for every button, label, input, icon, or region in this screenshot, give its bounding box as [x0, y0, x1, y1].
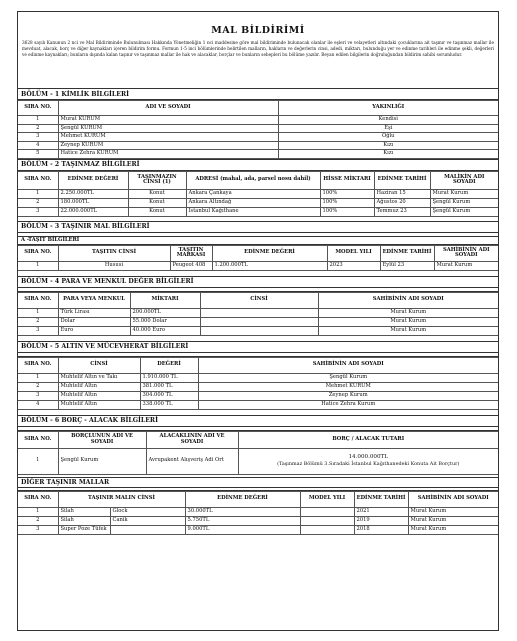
col-header: DEĞERİ	[140, 357, 198, 373]
col-header: SIRA NO.	[18, 357, 58, 373]
col-header: PARA VEYA MENKUL	[58, 292, 130, 308]
col-header: SAHİBİNİN ADI SOYADI	[198, 357, 498, 373]
col-header: YAKINLIĞI	[278, 101, 498, 116]
col-header: MALİKİN ADI SOYADI	[430, 171, 498, 189]
col-header: TAŞITIN MARKASI	[170, 245, 212, 261]
col-header: MODEL YILI	[327, 245, 380, 261]
col-header: EDİNME DEĞERİ	[58, 171, 128, 189]
real-estate-table	[18, 171, 498, 217]
section-4-title: BÖLÜM - 4 PARA VE MENKUL DEĞER BİLGİLERİ	[18, 277, 498, 288]
page-title: MAL BİLDİRİMİ	[211, 25, 305, 36]
debt-amount: 14.000.000TL	[348, 453, 388, 460]
col-header: MİKTARI	[130, 292, 200, 308]
money-table	[18, 292, 498, 336]
intro-text: 3628 sayılı Kanunun 2 nci ve Mal Bildiriminde Bulunulması Hakkında Yönetmeliğin 1 nci maddesine göre mal bildiriminde bulunacak olanlar ile eşleri ve velayetleri altındaki çocuklarına ait taşınır ve taşınmaz mallar ile mevduat, alacak, borç ve diğer kaynakları içeren bildirim formu. Formun 1-5 inci bölümlerinde belirtilen malların, hakların ve değerlerin cinsi, adedi, miktarı, bulunduğu yer ve edinme tarihleri ile edinme şekli, değerleri ve edinme kaynakları; bunların dışında kalan taşınır ve taşınmaz mallar ile hak ve alacaklar, borçlar ve bunların sebepleri bu bölüme yazılır. Beyan edilen bilgilerin doğruluğundan bildirim sahibi sorumludur.	[22, 40, 494, 58]
col-header: SAHİBİNİN ADI SOYADI	[434, 245, 498, 261]
section-3a-title: A -TAŞIT BİLGİLERİ	[18, 237, 498, 245]
col-header: ADI VE SOYADI	[58, 101, 278, 116]
col-header: EDİNME TARİHİ	[354, 491, 408, 507]
col-header: CİNSİ	[58, 357, 140, 373]
section-7-title: DİĞER TAŞINIR MALLAR	[18, 478, 498, 488]
col-header: ALACAKLININ ADI VE SOYADI	[146, 431, 238, 448]
table-row: 3 22.000.000TL Konut İstanbul Kağıthane 100% Temmuz 23 Şengül Kurum	[18, 207, 498, 216]
table-row: 3 Muhtelif Altın 304.000 TL Zeynep Kurum	[18, 391, 498, 400]
table-row: 3 Euro 40.000 Euro Murat Kurum	[18, 326, 498, 335]
section-1-title: BÖLÜM - 1 KİMLİK BİLGİLERİ	[18, 88, 498, 100]
col-header: CİNSİ	[200, 292, 318, 308]
col-header: EDİNME DEĞERİ	[185, 491, 300, 507]
col-header: SAHİBİNİN ADI SOYADI	[318, 292, 498, 308]
table-row: 4 Muhtelif Altın 338.000 TL Hatice Zehra Kurum	[18, 400, 498, 409]
table-row: 1 Şengül Kurum Avrupakent Alışveriş Adi Ort 14.000.000TL (Taşınmaz Bölümü 3.Sıradaki İstanbul Kağıthanedeki Konuta Ait Borçtur)	[18, 448, 498, 474]
col-header: TAŞITIN CİNSİ	[58, 245, 170, 261]
col-header: SIRA NO.	[18, 431, 58, 448]
table-row: 1 Muhtelif Altın ve Takı 1.910.000 TL Şengül Kurum	[18, 373, 498, 382]
col-header: MODEL YILI	[300, 491, 354, 507]
col-header: BORÇLUNUN ADI VE SOYADI	[58, 431, 146, 448]
table-row: 2 Silah Canik 5.750TL 2019 Murat Kurum	[18, 516, 498, 525]
identity-table	[18, 100, 498, 159]
vehicle-table	[18, 245, 498, 271]
col-header: SIRA NO.	[18, 171, 58, 189]
table-row: 1 2.250.000TL Konut Ankara Çankaya 100% Haziran 15 Murat Kurum	[18, 189, 498, 198]
col-header: ADRESİ (mahal, ada, parsel nosu dahil)	[186, 171, 320, 189]
table-row: 1 Silah Glock 30.000TL 2021 Murat Kurum	[18, 507, 498, 516]
col-header: TAŞINIR MALIN CİNSİ	[58, 491, 185, 507]
section-2-title: BÖLÜM - 2 TAŞINMAZ BİLGİLERİ	[18, 159, 498, 171]
declaration-page	[17, 11, 499, 631]
col-header: SIRA NO.	[18, 491, 58, 507]
table-row: 1 Hususi Peugeot 408 1.200.000TL 2023 Eylül 23 Murat Kurum	[18, 261, 498, 270]
section-5-title: BÖLÜM - 5 ALTIN VE MÜCEVHERAT BİLGİLERİ	[18, 342, 498, 353]
debt-table	[18, 431, 498, 475]
col-header: HİSSE MİKTARI	[320, 171, 374, 189]
table-row: 1 Türk Lirası 200.000TL Murat Kurum	[18, 308, 498, 317]
col-header: SAHİBİNİN ADI SOYADI	[408, 491, 498, 507]
other-movables-table	[18, 491, 498, 535]
col-header: EDİNME DEĞERİ	[212, 245, 327, 261]
col-header: TAŞINMAZIN CİNSİ (1)	[128, 171, 186, 189]
col-header: SIRA NO.	[18, 245, 58, 261]
table-row: 2 Muhtelif Altın 381.000 TL Mehmet KURUM	[18, 382, 498, 391]
col-header: EDİNME TARİHİ	[380, 245, 434, 261]
section-6-title: BÖLÜM - 6 BORÇ - ALACAK BİLGİLERİ	[18, 416, 498, 427]
table-row: 2 180.000TL Konut Ankara Altındağ 100% Ağustos 20 Şengül Kurum	[18, 198, 498, 207]
gold-table	[18, 357, 498, 410]
table-row: 2 Dolar 55.000 Dolar Murat Kurum	[18, 317, 498, 326]
col-header: EDİNME TARİHİ	[374, 171, 430, 189]
table-row: 1 Murat KURUM Kendisi	[18, 116, 498, 125]
col-header: SIRA NO.	[18, 292, 58, 308]
debt-note: (Taşınmaz Bölümü 3.Sıradaki İstanbul Kağıthanedeki Konuta Ait Borçtur)	[277, 461, 460, 468]
section-3-title: BÖLÜM - 3 TAŞINIR MAL BİLGİLERİ	[18, 222, 498, 233]
col-header: BORÇ / ALACAK TUTARI	[238, 431, 498, 448]
table-row: 4 Zeynep KURUM Kızı	[18, 141, 498, 150]
table-row: 5 Hatice Zehra KURUM Kızı	[18, 150, 498, 159]
table-row: 3 Mehmet KURUM Oğlu	[18, 133, 498, 142]
table-row: 2 Şengül KURUM Eşi	[18, 124, 498, 133]
table-row: 3 Super Poze Tüfek 9.000TL 2018 Murat Kurum	[18, 525, 498, 534]
col-header: SIRA NO.	[18, 101, 58, 116]
